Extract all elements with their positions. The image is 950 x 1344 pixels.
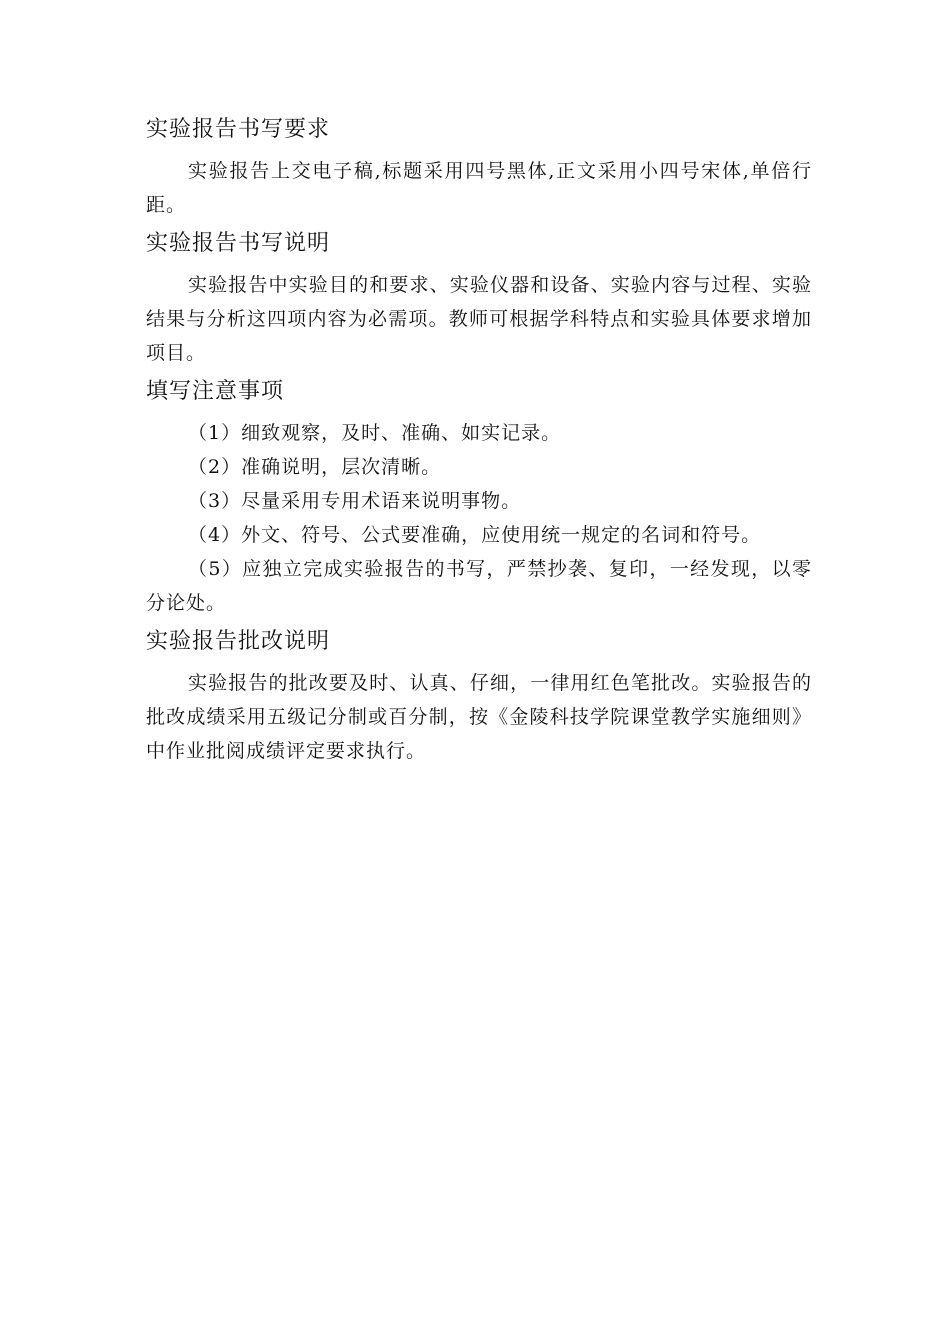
- section-heading: 填写注意事项: [146, 379, 285, 404]
- section-body: 实验报告的批改要及时、认真、仔细，一律用红色笔批改。实验报告的批改成绩采用五级记分制或百分制，按《金陵科技学院课堂教学实施细则》中作业批阅成绩评定要求执行。: [146, 672, 812, 762]
- notes-list: [146, 416, 812, 620]
- note-item: （5）应独立完成实验报告的书写，严禁抄袭、复印，一经发现，以零分论处。: [146, 558, 812, 614]
- note-item: （2）准确说明，层次清晰。: [188, 456, 442, 478]
- section-writing-explanation: [146, 226, 812, 370]
- section-body: 实验报告中实验目的和要求、实验仪器和设备、实验内容与过程、实验结果与分析这四项内容为必需项。教师可根据学科特点和实验具体要求增加项目。: [146, 274, 812, 364]
- section-body: 实验报告上交电子稿,标题采用四号黑体,正文采用小四号宋体,单倍行距。: [146, 160, 812, 216]
- note-item: （3）尽量采用专用术语来说明事物。: [188, 490, 522, 512]
- section-heading: 实验报告书写说明: [146, 231, 331, 256]
- section-writing-requirements: [146, 112, 812, 222]
- document-content: [146, 112, 812, 772]
- section-notes: [146, 374, 812, 620]
- note-item: （1）细致观察，及时、准确、如实记录。: [188, 422, 562, 444]
- section-grading-explanation: [146, 624, 812, 768]
- section-heading: 实验报告批改说明: [146, 629, 331, 654]
- section-heading: 实验报告书写要求: [146, 117, 331, 142]
- note-item: （4）外文、符号、公式要准确，应使用统一规定的名词和符号。: [188, 524, 762, 546]
